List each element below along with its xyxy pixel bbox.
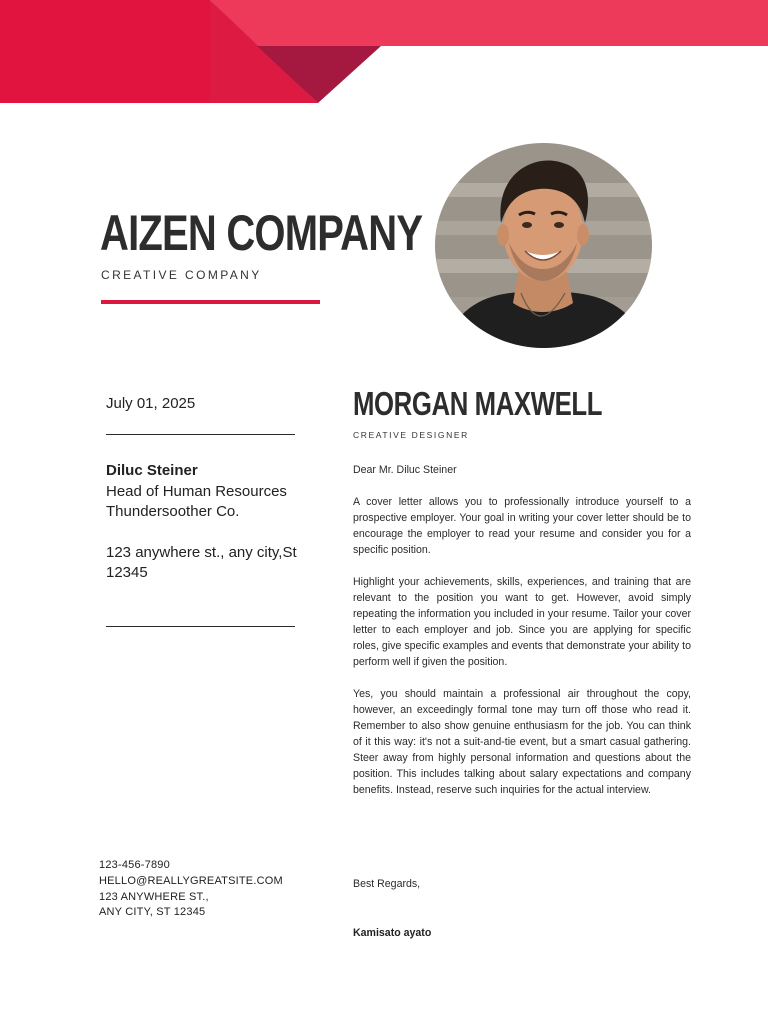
company-tagline: CREATIVE COMPANY bbox=[101, 268, 262, 282]
letter-date: July 01, 2025 bbox=[106, 395, 196, 412]
letter-paragraph: A cover letter allows you to professionally introduce yourself to a prospective employer. Your goal in writing your cover letter should be to encourage the employer to read your resume and consider you for a specific position. bbox=[353, 496, 691, 556]
letter-salutation: Dear Mr. Diluc Steiner bbox=[353, 464, 457, 476]
recipient-block bbox=[106, 461, 306, 584]
letter-signature: Kamisato ayato bbox=[353, 927, 432, 939]
banner-shape-top bbox=[210, 0, 768, 46]
letter-closing: Best Regards, bbox=[353, 878, 421, 890]
contact-city: ANY CITY, ST 12345 bbox=[99, 906, 206, 919]
sender-title: CREATIVE DESIGNER bbox=[353, 430, 469, 440]
title-underline bbox=[101, 300, 320, 304]
letter-paragraph: Yes, you should maintain a professional air throughout the copy, however, an exceedingly formal tone may turn off those who read it. Remember to also show genuine enthusiasm for the job. You can think of it this way: it's not a suit-and-tie event, but a smart casual gathering. Steer away from highly personal information and questions about the position. This includes talking about salary expectations and company benefits. Instead, reserve such inquiries for the actual interview. bbox=[353, 688, 691, 796]
contact-block bbox=[99, 858, 283, 921]
profile-photo bbox=[435, 143, 652, 348]
banner-shape-left bbox=[0, 0, 210, 103]
letter-body bbox=[353, 462, 691, 814]
company-name: AIZEN COMPANY bbox=[100, 205, 423, 261]
recipient-address: 123 anywhere st., any city,St 12345 bbox=[106, 543, 297, 581]
divider-top bbox=[106, 434, 295, 435]
header-banner bbox=[0, 0, 768, 104]
contact-phone: 123-456-7890 bbox=[99, 859, 170, 871]
letter-paragraph: Highlight your achievements, skills, experiences, and training that are relevant to the position you want to get. However, avoid simply repeating the information you included in your resume. Tailor your cover letter to each employer and job. Since you are applying for specific roles, give specific examples and events that demonstrate your ability to perform well if given the position. bbox=[353, 576, 691, 668]
divider-bottom bbox=[106, 626, 295, 627]
contact-street: 123 ANYWHERE ST., bbox=[99, 890, 209, 903]
recipient-title: Head of Human Resources bbox=[106, 482, 287, 500]
contact-email: HELLO@REALLYGREATSITE.COM bbox=[99, 874, 283, 887]
sender-name: MORGAN MAXWELL bbox=[353, 385, 603, 422]
recipient-name: Diluc Steiner bbox=[106, 462, 198, 479]
recipient-company: Thundersoother Co. bbox=[106, 503, 240, 520]
